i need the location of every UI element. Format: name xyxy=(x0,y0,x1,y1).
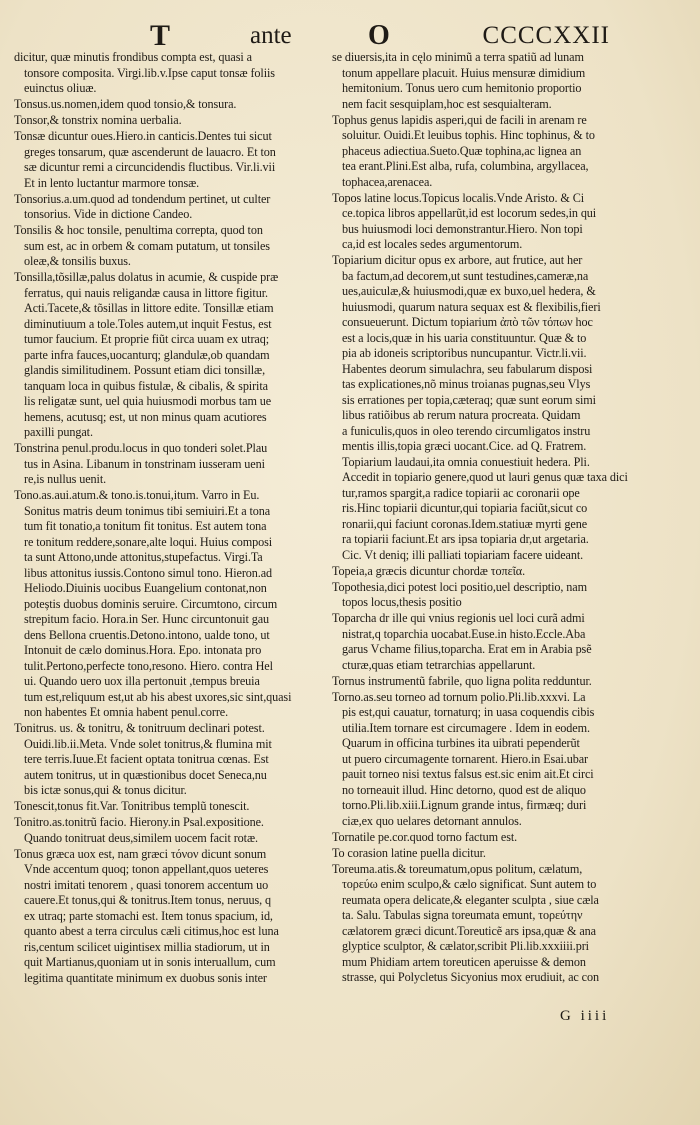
entry-line: garus Vchame filius,toparcha. Erat em in Arabia psẽ xyxy=(342,642,592,656)
entry-line: libus ratiõibus ab rerum natura procreata. Quidam xyxy=(342,408,581,422)
entry-line: pis est,qui cauatur, tornaturq; in uasa coquendis cibis xyxy=(342,705,595,719)
entry-line: ris.Hinc topiarii dicuntur,qui topiaria faciũt,sicut co xyxy=(342,501,588,515)
entry-line: sæ dicuntur remi a circuncidendis fluctibus. Vir.li.vii xyxy=(24,160,276,174)
entry-line: Topiarium dicitur opus ex arbore, aut frutice, aut her xyxy=(332,253,583,267)
dictionary-entry xyxy=(14,223,322,270)
entry-line: legitima quantitate minimum ex duobus sonis inter xyxy=(24,970,267,985)
entry-line: ex utraq; parte stomachi est. Item tonus spacium, id, xyxy=(24,908,273,923)
dictionary-entry xyxy=(14,113,322,129)
entry-line: ferratus, qui nauis religandæ causa in littore figitur. xyxy=(24,285,268,300)
dictionary-entry xyxy=(14,815,322,846)
entry-line: tere terris.Iuue.Et facient optata tonitrua cœnas. Est xyxy=(24,752,269,766)
entry-line: Tonus græca uox est, nam græci τόνον dicunt sonum xyxy=(14,846,267,861)
entry-line: Habentes deorum simulachra, seu fabularum disposi xyxy=(342,361,593,376)
header-catchword: ante xyxy=(250,22,292,49)
dictionary-entry xyxy=(14,441,322,488)
entry-line: phaceus adiectiua.Sueto.Quæ tophina,ac lignea an xyxy=(342,143,582,158)
entry-line: ta. Salu. Tabulas signa toreumata emunt, τορεύτην xyxy=(342,908,583,922)
dictionary-entry xyxy=(14,721,322,799)
entry-line: tum est,reliquum est,ut ab his abest uxores,sic sint,quasi xyxy=(24,689,292,704)
entry-line: Tono.as.aui.atum.& tono.is.tonui,itum. Varro in Eu. xyxy=(14,488,260,502)
dictionary-entry xyxy=(14,488,322,721)
entry-line: Tornus instrumentũ fabrile, quo ligna polita redduntur. xyxy=(332,673,592,688)
entry-line: Tonsæ dicuntur oues.Hiero.in canticis.Dentes tui sicut xyxy=(14,129,272,143)
entry-line: Heliodo.Diuinis uocibus Euangelium contonat,non xyxy=(24,581,267,595)
dictionary-entry xyxy=(332,846,640,862)
dictionary-entry xyxy=(14,50,322,97)
entry-line: non habentes Et omnia habent penul.corre. xyxy=(24,705,229,719)
entry-line: Tonsorius.a.um.quod ad tondendum pertinet, ut culter xyxy=(14,191,271,206)
entry-line: glyptice sculptor, & cælator,scribit Pli.lib.xxxiiii.pri xyxy=(342,939,589,953)
entry-line: tumor faucium. Et proprie fiũt circa uuam ex utraq; xyxy=(24,332,269,346)
entry-line: Torno.as.seu torneo ad tornum polio.Pli.lib.xxxvi. La xyxy=(332,689,586,704)
dictionary-entry xyxy=(332,50,640,112)
entry-line: Accedit in topiario genere,quod ut lauri genus quæ taxa dici xyxy=(342,470,628,484)
entry-line: consueuerunt. Dictum topiarium ἀπὸ τῶν τόπων hoc xyxy=(342,315,593,329)
entry-line: ce.topica libros appellarũt,id est locorum sedes,in qui xyxy=(342,206,597,220)
entry-line: strasse, qui Polycletus Sicyonius mox erudiuit, ac con xyxy=(342,970,599,984)
entry-line: Sonitus matris deum tonimus tibi semiuiri.Et a tona xyxy=(24,503,271,518)
entry-line: bus huiusmodi loci demonstrantur.Hiero. Non topi xyxy=(342,221,583,236)
entry-line: ra topiarii faciunt.Et ars ipsa topiaria dr,ut argetaria. xyxy=(342,532,589,546)
entry-line: Topiarium laudaui,ita omnia conuestiuit hedera. Pli. xyxy=(342,454,590,469)
entry-line: nistrat,q toparchia uocabat.Euse.in histo.Eccle.Aba xyxy=(342,626,586,641)
dictionary-entry xyxy=(332,674,640,690)
dictionary-entry xyxy=(332,191,640,253)
dictionary-entry xyxy=(332,830,640,846)
entry-line: euinctus oliuæ. xyxy=(24,81,97,95)
entry-line: Tonsus.us.nomen,idem quod tonsio,& tonsura. xyxy=(14,97,237,111)
entry-line: Cic. Vt deniq; illi palliati topiariam facere uideant. xyxy=(342,547,584,562)
dictionary-entry xyxy=(332,580,640,611)
dictionary-entry xyxy=(332,253,640,563)
header-signature-left: T xyxy=(150,19,171,52)
entry-line: Acti.Tacete,& tõsillas in littore edite. Tonsillæ etiam xyxy=(24,301,274,315)
entry-line: Topothesia,dici potest loci positio,uel descriptio, nam xyxy=(332,579,587,594)
entry-line: τορεύω enim sculpo,& cælo significat. Sunt autem to xyxy=(342,877,597,891)
entry-line: Ouidi.lib.ii.Meta. Vnde solet tonitrus,& flumina mit xyxy=(24,736,272,751)
dictionary-entry xyxy=(14,847,322,987)
entry-line: ronarii,qui faciunt coronas.Idem.statiuæ myrti gene xyxy=(342,516,588,531)
entry-line: reumata opera delicate,& eleganter sculpta , siue cæla xyxy=(342,892,599,907)
entry-line: quanto abest a terra circulus cæli citimus,hoc est luna xyxy=(24,924,279,938)
entry-line: tulit.Pertono,perfecte tono,resono. Hiero. contra Hel xyxy=(24,658,273,673)
entry-line: ba factum,ad decorem,ut sunt testudines,cameræ,na xyxy=(342,268,589,283)
dictionary-entry xyxy=(332,564,640,580)
dictionary-entry xyxy=(332,113,640,191)
dictionary-entry xyxy=(14,192,322,223)
entry-line: no torneauit illud. Hinc detorno, quod est de aliquo xyxy=(342,782,586,797)
entry-line: tea erant.Plini.Est alba, rufa, columbina, argyllacea, xyxy=(342,159,589,173)
entry-line: parte infra fauces,uocanturq; glandulæ,ob quandam xyxy=(24,347,270,362)
entry-line: cælatorem græci dicunt.Toreuticẽ ars ipsa,quæ & ana xyxy=(342,923,596,938)
dictionary-entry xyxy=(14,799,322,815)
running-header xyxy=(150,18,610,54)
entry-line: Vnde accentum quoq; tonon appellant,quos ueteres xyxy=(24,862,269,876)
entry-line: est a locis,quæ in his uaria constituuntur. Quæ & to xyxy=(342,330,587,345)
entry-line: se diuersis,ita in cęlo minimũ a terra spatiũ ad lunam xyxy=(332,50,584,64)
entry-line: lis religatæ sunt, uel quia huiusmodi morbus tam ue xyxy=(24,394,272,408)
entry-line: Tonsilla,tõsillæ,palus dolatus in acumie, & cuspide præ xyxy=(14,270,279,284)
entry-line: Tornatile pe.cor.quod torno factum est. xyxy=(332,829,518,844)
entry-line: hemens, acutusq; est, ut non minus quam acutiores xyxy=(24,409,267,424)
dictionary-entry xyxy=(332,611,640,673)
entry-line: pauit torneo nisi textus falsus est.sic enim ait.Et circi xyxy=(342,767,594,781)
entry-line: tophacea,arenacea. xyxy=(342,174,433,189)
entry-line: Et in lento luctantur marmore tonsæ. xyxy=(24,175,200,190)
signature-mark: G iiii xyxy=(560,1008,610,1024)
entry-line: ui. Quando uero uox illa pertonuit ,tempus breuia xyxy=(24,674,260,688)
entry-line: bis ictæ sonus,qui & tonus dicitur. xyxy=(24,783,187,797)
entry-line: Tophus genus lapidis asperi,qui de facili in arenam re xyxy=(332,112,587,127)
entry-line: pia ab idoneis scriptoribus nuncupantur. Victr.li.vii. xyxy=(342,346,587,360)
dictionary-entry xyxy=(332,862,640,986)
entry-line: ris,centum scilicet uigintisex millia stadiorum, ut in xyxy=(24,939,270,954)
entry-line: Quando tonitruat deus,similem uocem facit rotæ. xyxy=(24,830,258,845)
entry-line: topos locus,thesis positio xyxy=(342,595,462,609)
entry-line: re tonitum reddere,sonare,alte loqui. Huius composi xyxy=(24,534,273,549)
entry-line: paxilli pungat. xyxy=(24,425,93,439)
entry-line: Intonuit de cælo dominus.Hora. Epo. intonata pro xyxy=(24,643,262,657)
entry-line: poteștis duobus dominis seruire. Circumtono, circum xyxy=(24,596,278,611)
entry-line: hemitonium. Tonus uero cum hemitonio proportio xyxy=(342,81,582,95)
entry-line: tonum appellare placuit. Huius mensuræ dimidium xyxy=(342,65,586,80)
entry-line: greges tonsarum, quæ ascenderunt de lauacro. Et ton xyxy=(24,144,276,159)
entry-line: tanquam loca in quibus fistulæ, & cibalis, & spirita xyxy=(24,378,268,393)
entry-line: oleæ,& tonsilis buxus. xyxy=(24,254,131,268)
entry-line: Tonitrus. us. & tonitru, & tonitruum declinari potest. xyxy=(14,721,265,735)
dictionary-entry xyxy=(332,690,640,830)
entry-line: quit Martianus,quoniam ut in sonis interuallum, cum xyxy=(24,955,276,969)
entry-line: ues,auiculæ,& huiusmodi,quæ ex buxo,uel hedera, & xyxy=(342,284,596,298)
dictionary-entry xyxy=(14,270,322,441)
entry-line: tum fit tonatio,a tonitum fit tonitus. Est autem tona xyxy=(24,519,267,533)
entry-line: utilia.Item tornare est circumagere . Idem in eodem. xyxy=(342,720,590,735)
entry-line: nem facit sesquiplam,hoc est sesquialteram. xyxy=(342,96,552,111)
entry-line: Tonescit,tonus fit.Var. Tonitribus templũ tonescit. xyxy=(14,799,250,813)
entry-line: ut puero circumagente tornarent. Hiero.in Esai.ubar xyxy=(342,751,588,766)
entry-line: Quarum in officina turbines ita uibrati pependerũt xyxy=(342,736,580,750)
entry-line: dicitur, quæ minutis frondibus compta est, quasi a xyxy=(14,50,252,64)
entry-line: glandis similitudinem. Possunt etiam dici tonsillæ, xyxy=(24,363,266,377)
entry-line: Toreuma.atis.& toreumatum,opus politum, cælatum, xyxy=(332,861,583,876)
entry-line: tonsore composita. Virgi.lib.v.Ipse caput tonsæ foliis xyxy=(24,65,275,80)
right-text-column xyxy=(332,50,640,986)
entry-line: re,is nullus uenit. xyxy=(24,472,107,486)
folio-number: CCCCXXII xyxy=(482,22,610,49)
entry-line: Topeia,a græcis dicuntur chordæ τοπεῖα. xyxy=(332,563,526,578)
entry-line: ca,id est locales sedes argumentorum. xyxy=(342,237,523,251)
entry-line: a funiculis,quos in oleo terendo circumligatos instru xyxy=(342,423,591,438)
entry-line: torno.Pli.lib.xiii.Lignum grande intus, firmæq; duri xyxy=(342,798,587,812)
left-text-column xyxy=(14,50,322,987)
entry-line: dens Bellona cruentis.Detono.intono, ualde tono, ut xyxy=(24,627,270,642)
entry-line: ciæ,ex quo uelares detornant annulos. xyxy=(342,813,522,828)
entry-line: tas explicationes,nõ minus troianas pugnas,seu Vlys xyxy=(342,377,591,391)
entry-line: autem tonitrus, ut in quæstionibus docet Seneca,nu xyxy=(24,767,267,782)
entry-line: tonsorius. Vide in dictione Candeo. xyxy=(24,207,193,221)
entry-line: cturæ,quas etiam tetrarchias appellarunt. xyxy=(342,657,536,672)
header-signature-right: O xyxy=(368,20,390,51)
entry-line: Tonstrina penul.produ.locus in quo tonderi solet.Plau xyxy=(14,441,268,455)
entry-line: sis errationes per topia,cæteraq; quæ sunt eorum simi xyxy=(342,392,596,407)
dictionary-entry xyxy=(14,97,322,113)
entry-line: cauere.Et tonus,qui & tonitrus.Item tonus, neruus, q xyxy=(24,893,271,907)
entry-line: nostri imitati tenorem , quasi tonorem accentum uo xyxy=(24,877,269,892)
entry-line: tur,ramos spargit,a radice topiarii ac coronarii ope xyxy=(342,485,580,500)
entry-line: Tonitro.as.tonitrũ facio. Hierony.in Psal.expositione. xyxy=(14,815,264,829)
entry-line: Tonsor,& tonstrix nomina uerbalia. xyxy=(14,113,182,127)
entry-line: ta sunt Attono,unde attonitus,stupefactus. Virgi.Ta xyxy=(24,550,263,564)
entry-line: Topos latine locus.Topicus localis.Vnde Aristo. & Ci xyxy=(332,190,585,205)
entry-line: diminutiuum a tole.Toles autem,ut inquit Festus, est xyxy=(24,316,272,331)
entry-line: Toparcha dr ille qui vnius regionis uel loci curã admi xyxy=(332,611,585,625)
dictionary-entry xyxy=(14,129,322,191)
entry-line: mum Phidiam artem toreuticen aperuisse & demon xyxy=(342,954,586,969)
entry-line: strepitum facio. Hora.in Ser. Hunc circuntonuit gau xyxy=(24,612,270,626)
entry-line: sum est, ac in orbem & comam putatum, ut tonsiles xyxy=(24,238,270,253)
entry-line: mentis illis,topia græci uocant.Cice. ad Q. Fratrem. xyxy=(342,439,587,453)
entry-line: tus in Asina. Libanum in tonstrinam iusseram ueni xyxy=(24,456,265,471)
entry-line: huiusmodi, quarum natura sequax est & flexibilis,fieri xyxy=(342,299,601,314)
entry-line: libus attonitus iussis.Contono simul tono. Hieron.ad xyxy=(24,565,273,580)
entry-line: Tonsilis & hoc tonsile, penultima correpta, quod ton xyxy=(14,223,263,237)
entry-line: soluitur. Ouidi.Et leuibus tophis. Hinc tophinus, & to xyxy=(342,128,595,142)
entry-line: To corasion latine puella dicitur. xyxy=(332,845,486,860)
